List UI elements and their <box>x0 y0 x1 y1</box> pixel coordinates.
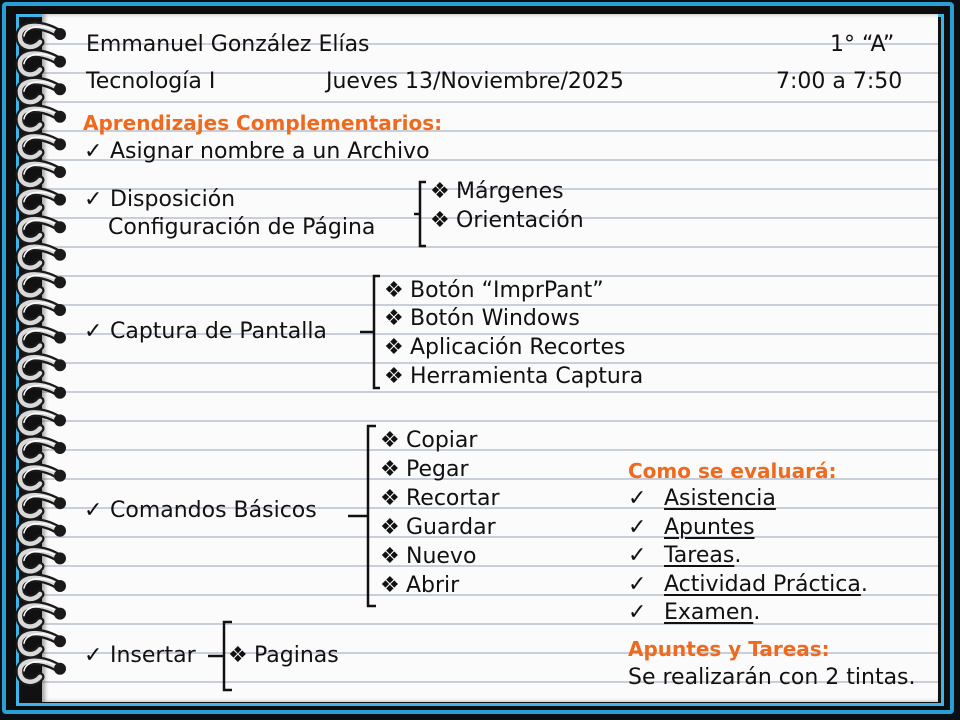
list-item-orientacion <box>430 208 584 234</box>
spiral-ring <box>20 661 66 682</box>
diamond-icon: ❖ <box>380 515 400 540</box>
item-text: Comandos Básicos <box>110 498 317 523</box>
spiral-ring <box>20 523 66 544</box>
spiral-ring <box>20 136 66 157</box>
item-text: Guardar <box>406 515 496 540</box>
diamond-icon: ❖ <box>380 544 400 569</box>
item-text: Tareas <box>664 543 735 568</box>
diamond-icon: ❖ <box>380 428 400 453</box>
list-item-recortar <box>380 486 500 512</box>
list-item-examen <box>628 600 760 626</box>
list-item-tareas <box>628 543 741 569</box>
date-label: Jueves 13/Noviembre/2025 <box>326 69 624 94</box>
apuntes-text: Se realizarán con 2 tintas. <box>628 665 916 690</box>
item-text: Apuntes <box>664 515 755 540</box>
evaluacion-title: Como se evaluará: <box>628 459 837 483</box>
item-suffix: . <box>753 600 761 625</box>
spiral-ring <box>20 219 66 240</box>
item-text: Abrir <box>406 573 460 598</box>
spiral-ring <box>20 412 66 433</box>
spiral-ring <box>20 440 66 461</box>
check-icon: ✓ <box>84 319 103 344</box>
list-item-apuntes <box>628 515 755 541</box>
spiral-ring <box>20 192 66 213</box>
spiral-ring <box>20 633 66 654</box>
item-text: Asignar nombre a un Archivo <box>110 139 430 164</box>
diamond-icon: ❖ <box>380 573 400 598</box>
diamond-icon: ❖ <box>384 364 404 389</box>
subject-label: Tecnología I <box>86 69 216 94</box>
item-text: Copiar <box>406 428 478 453</box>
list-item-margenes <box>430 179 564 205</box>
list-item-herramienta <box>384 364 643 390</box>
spiral-ring <box>20 274 66 295</box>
time-label: 7:00 a 7:50 <box>776 69 903 94</box>
check-icon: ✓ <box>628 486 647 511</box>
diamond-icon: ❖ <box>384 335 404 360</box>
list-item-pegar <box>380 457 469 483</box>
item-text: Márgenes <box>456 179 564 204</box>
list-item-recortes <box>384 335 625 361</box>
item-text: Disposición <box>110 187 236 212</box>
diamond-icon: ❖ <box>430 208 450 233</box>
list-item-abrir <box>380 573 459 599</box>
item-text: Recortar <box>406 486 500 511</box>
list-item-guardar <box>380 515 496 541</box>
list-item-insertar <box>84 643 196 669</box>
diamond-icon: ❖ <box>384 306 404 331</box>
spiral-ring <box>20 578 66 599</box>
item-text: Insertar <box>110 643 196 668</box>
item-text: Actividad Práctica <box>664 572 861 597</box>
check-icon: ✓ <box>628 515 647 540</box>
spiral-ring <box>20 247 66 268</box>
spiral-ring <box>20 468 66 489</box>
spiral-ring <box>20 330 66 351</box>
spiral-ring <box>20 385 66 406</box>
list-item-boton-windows <box>384 306 580 332</box>
check-icon: ✓ <box>628 600 647 625</box>
group-label: 1° “A” <box>830 32 895 57</box>
spiral-binding <box>0 0 90 720</box>
item-text: Pegar <box>406 457 469 482</box>
item-text: Paginas <box>254 643 339 668</box>
item-text: Captura de Pantalla <box>110 319 327 344</box>
spiral-ring <box>20 26 66 47</box>
item-text: Botón Windows <box>410 306 580 331</box>
brace-comandos <box>346 424 380 608</box>
item-text: Orientación <box>456 208 584 233</box>
spiral-ring <box>20 495 66 516</box>
diamond-icon: ❖ <box>384 278 404 303</box>
check-icon: ✓ <box>84 643 103 668</box>
spiral-ring <box>20 357 66 378</box>
check-icon: ✓ <box>84 139 103 164</box>
check-icon: ✓ <box>84 187 103 212</box>
spiral-ring <box>20 302 66 323</box>
diamond-icon: ❖ <box>430 179 450 204</box>
list-item-paginas <box>228 643 339 669</box>
check-icon: ✓ <box>628 572 647 597</box>
diamond-icon: ❖ <box>228 643 248 668</box>
item-text: Nuevo <box>406 544 477 569</box>
list-item-comandos <box>84 498 317 524</box>
spiral-ring <box>20 164 66 185</box>
apuntes-title: Apuntes y Tareas: <box>628 637 830 661</box>
list-item-captura <box>84 319 327 345</box>
spiral-ring <box>20 81 66 102</box>
check-icon: ✓ <box>84 498 103 523</box>
item-text: Aplicación Recortes <box>410 335 626 360</box>
spiral-ring <box>20 550 66 571</box>
list-item-asistencia <box>628 486 776 512</box>
list-item-copiar <box>380 428 477 454</box>
check-icon: ✓ <box>628 543 647 568</box>
list-item-imprpant <box>384 278 604 304</box>
list-item-disposicion <box>84 187 235 213</box>
item-suffix: . <box>860 572 868 597</box>
brace-captura <box>358 274 384 390</box>
item-suffix: . <box>734 543 742 568</box>
item-text: Herramienta Captura <box>410 364 644 389</box>
disposicion-line2: Configuración de Página <box>108 215 376 240</box>
aprendizajes-title: Aprendizajes Complementarios: <box>83 111 443 135</box>
student-name: Emmanuel González Elías <box>86 32 370 57</box>
diamond-icon: ❖ <box>380 486 400 511</box>
list-item-nuevo <box>380 544 476 570</box>
item-text: Botón “ImprPant” <box>410 278 604 303</box>
spiral-ring <box>20 54 66 75</box>
diamond-icon: ❖ <box>380 457 400 482</box>
list-item-nombre-archivo <box>84 139 430 165</box>
item-text: Asistencia <box>664 486 776 511</box>
spiral-ring <box>20 606 66 627</box>
list-item-actividad <box>628 572 868 598</box>
item-text: Examen <box>664 600 754 625</box>
spiral-ring <box>20 109 66 130</box>
